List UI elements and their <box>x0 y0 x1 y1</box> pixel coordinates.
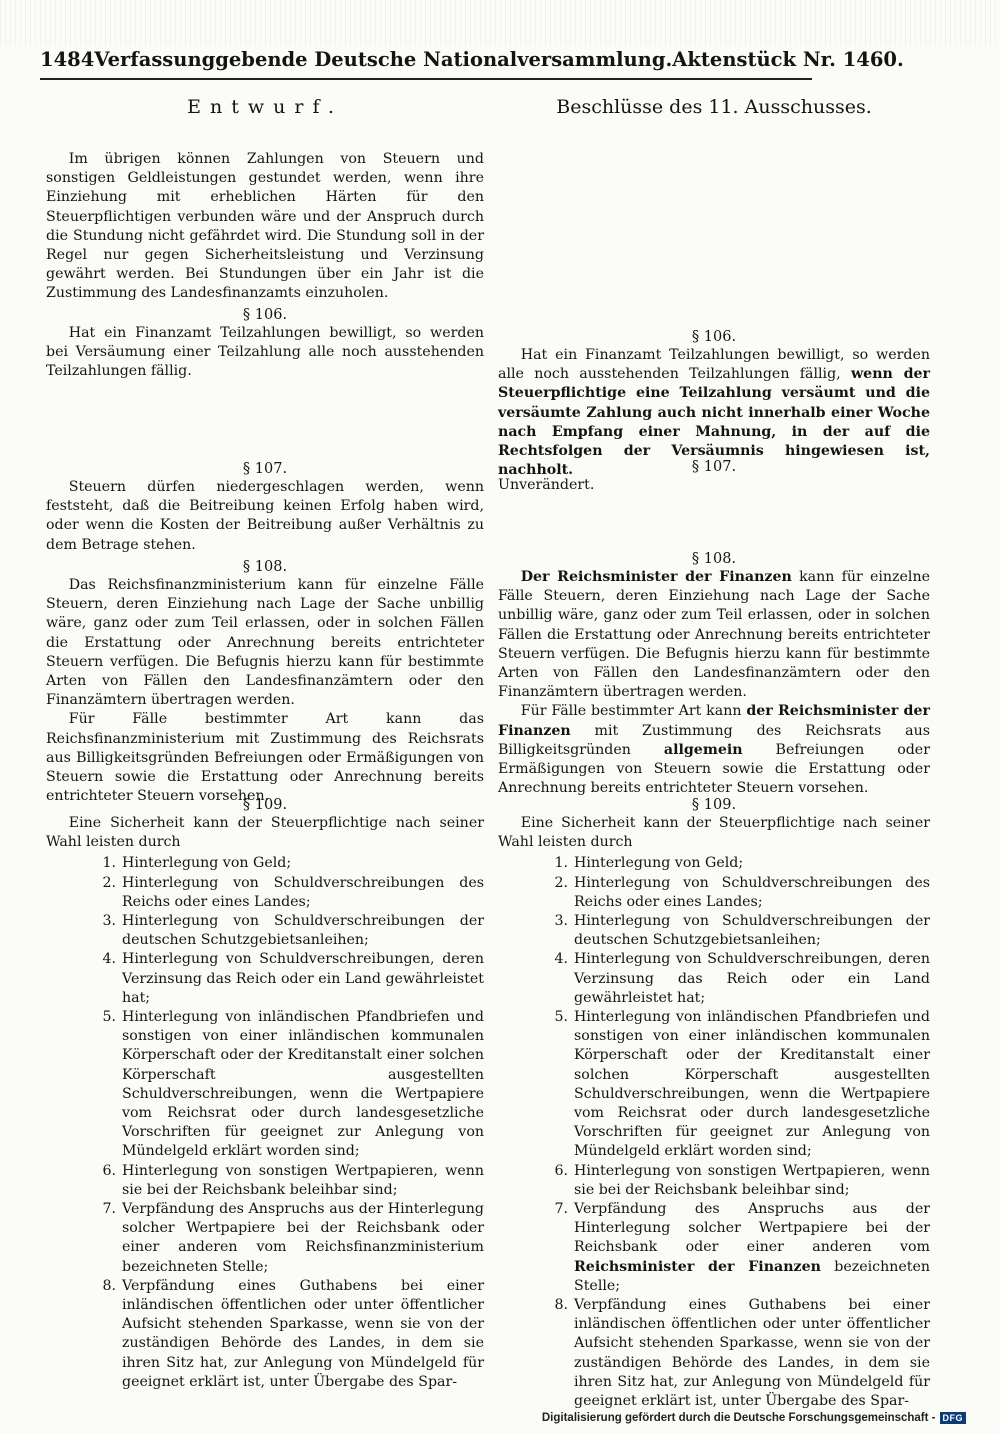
page-number: 1484 <box>40 48 95 71</box>
right-s107-text: Unverändert. <box>498 477 595 493</box>
list-item <box>534 950 930 1008</box>
right-s109-list <box>498 854 930 1411</box>
item-amended-authority: Reichsminister der Finanzen <box>574 1258 821 1275</box>
list-item <box>82 1200 484 1277</box>
right-s108-p2-part-a: Für Fälle bestimmter Art kann <box>520 703 742 720</box>
right-s106-heading: § 106. <box>691 329 737 345</box>
header-rule <box>40 78 812 80</box>
left-s107-text: Steuern dürfen niedergeschlagen werden, wenn feststeht, daß die Beitreibung keinen Erfolg haben wird, oder wenn die Kosten der Beitreibung außer Verhältnis zu dem Betrage stehen. <box>46 479 484 553</box>
left-s109-heading: § 109. <box>242 797 288 813</box>
item-number: 1. <box>102 855 116 872</box>
right-section-108 <box>498 550 930 798</box>
list-item <box>82 874 484 912</box>
item-text-part-b: bezeichneten Stelle; <box>574 1258 930 1294</box>
left-s107-heading: § 107. <box>242 461 288 477</box>
item-number: 6. <box>102 1162 116 1179</box>
item-text: Hinterlegung von inländischen Pfandbriefen und sonstigen von einer inländischen kommunalen Körperschaft oder der Kreditanstalt einer solchen Körperschaft ausgestellten Schuldverschreibungen, wenn die Wertpapiere vom Reichsrat oder durch landesgesetzliche Vorschriften für geeignet zur Anlegung von Mündelgeld erklärt worden sind; <box>122 1009 484 1160</box>
item-text: Verpfändung des Anspruchs aus der Hinterlegung solcher Wertpapiere bei der Reichsbank oder einer anderen vom Reichsfinanzministerium bezeichneten Stelle; <box>122 1201 484 1275</box>
list-item <box>82 1008 484 1162</box>
item-number: 6. <box>554 1162 568 1179</box>
item-text: Verpfändung eines Guthabens bei einer inländischen öffentlichen oder unter öffentlicher Aufsicht stehenden Sparkasse, wenn sie von der zuständigen Behörde des Landes, in dem sie ihren Sitz hat, zur Anlegung von Mündelgeld für geeignet erklärt ist, unter Übergabe des Spar- <box>574 1297 930 1410</box>
item-number: 4. <box>102 951 116 968</box>
item-text: Hinterlegung von Geld; <box>574 855 744 872</box>
item-text-part-a: Verpfändung des Anspruchs aus der Hinterlegung solcher Wertpapiere bei der Reichsbank oder einer anderen vom <box>574 1201 930 1256</box>
right-s108-p2-amended-authority: der Reichsminister der Finanzen <box>498 703 930 739</box>
list-item <box>534 854 930 873</box>
list-item <box>534 874 930 912</box>
left-s106-text: Hat ein Finanzamt Teilzahlungen bewilligt, so werden bei Versäumung einer Teilzahlung alle noch ausstehenden Teilzahlungen fällig. <box>46 325 484 380</box>
left-intro-paragraph: Im übrigen können Zahlungen von Steuern und sonstigen Geldleistungen gestundet werden, wenn ihre Einziehung mit erheblichen Härten für den Steuerpflichtigen verbunden wäre und der Anspruch durch die Stundung nicht gefährdet wird. Die Stundung soll in der Regel nur gegen Sicherheitsleistung und Verzinsung gewährt werden. Bei Stundungen über ein Jahr ist die Zustimmung des Landesfinanzamts einzuholen. <box>46 151 484 302</box>
item-number: 4. <box>554 951 568 968</box>
list-item <box>534 1200 930 1296</box>
item-text: Hinterlegung von Schuldverschreibungen, deren Verzinsung das Reich oder ein Land gewährleistet hat; <box>122 951 485 1006</box>
item-number: 5. <box>554 1009 568 1026</box>
right-section-107 <box>498 458 930 495</box>
dfg-logo: DFG <box>940 1412 967 1424</box>
list-item <box>82 1277 484 1392</box>
list-item <box>534 1008 930 1162</box>
left-s108-paragraph-1: Das Reichsfinanzministerium kann für einzelne Fälle Steuern, deren Einziehung nach Lage der Sache unbillig wäre, ganz oder zum Teil erlassen, oder in solchen Fällen die Erstattung oder Anrechnung bereits entrichteter Steuern verfügen. Die Befugnis hierzu kann für bestimmte Arten von Fällen den Landesfinanzämtern oder den Finanzämtern übertragen werden. <box>46 577 484 709</box>
item-text: Hinterlegung von Schuldverschreibungen der deutschen Schutzgebietsanleihen; <box>574 913 930 949</box>
item-text: Hinterlegung von Geld; <box>122 855 292 872</box>
right-s106-plain: Hat ein Finanzamt Teilzahlungen bewilligt, so werden alle noch ausstehenden Teilzahlungen fällig, <box>498 347 930 383</box>
right-s109-heading: § 109. <box>691 797 737 813</box>
left-section-106 <box>46 306 484 382</box>
list-item <box>534 912 930 950</box>
left-section-108 <box>46 558 484 806</box>
right-column-title: Beschlüsse des 11. Ausschusses. <box>556 96 872 118</box>
item-text: Hinterlegung von Schuldverschreibungen des Reichs oder eines Landes; <box>574 874 930 910</box>
left-section-107 <box>46 460 484 555</box>
list-item <box>82 950 484 1008</box>
right-s108-p2-amended-word: allgemein <box>663 741 743 758</box>
item-text: Hinterlegung von sonstigen Wertpapieren, wenn sie bei der Reichsbank beleihbar sind; <box>122 1162 484 1198</box>
left-s109-intro: Eine Sicherheit kann der Steuerpflichtige nach seiner Wahl leisten durch <box>46 815 484 851</box>
item-text: Verpfändung eines Guthabens bei einer inländischen öffentlichen oder unter öffentlicher Aufsicht stehenden Sparkasse, wenn sie von der zuständigen Behörde des Landes, in dem sie ihren Sitz hat, zur Anlegung von Mündelgeld für geeignet erklärt ist, unter Übergabe des Spar- <box>122 1277 484 1390</box>
list-item <box>534 1162 930 1200</box>
right-s108-amended-authority: Der Reichsminister der Finanzen <box>520 569 792 585</box>
publication-title: Verfassunggebende Deutsche Nationalversammlung. <box>94 48 673 71</box>
item-number: 5. <box>102 1009 116 1026</box>
left-column-draft <box>46 92 485 1390</box>
list-item <box>534 1296 930 1411</box>
left-column-title: Entwurf. <box>187 96 343 118</box>
document-reference: Aktenstück Nr. 1460. <box>672 48 904 71</box>
item-text: Hinterlegung von Schuldverschreibungen der deutschen Schutzgebietsanleihen; <box>122 913 484 949</box>
right-s108-paragraph-2 <box>498 702 930 798</box>
list-item <box>82 1162 484 1200</box>
digitization-credit <box>542 1412 966 1424</box>
item-number: 3. <box>102 913 116 930</box>
credit-text: Digitalisierung gefördert durch die Deutsche Forschungsgemeinschaft - <box>541 1412 936 1424</box>
right-s108-p2-part-b: mit Zustimmung des Reichsrats aus Billigkeitsgründen <box>498 722 930 758</box>
item-text: Hinterlegung von Schuldverschreibungen des Reichs oder eines Landes; <box>122 874 484 910</box>
left-section-109 <box>46 796 484 1392</box>
right-section-109 <box>498 796 930 1411</box>
left-s108-paragraph-2: Für Fälle bestimmter Art kann das Reichsfinanzministerium mit Zustimmung des Reichsrats aus Billigkeitsgründen Befreiungen oder Ermäßigungen von Steuern sowie die Erstattung oder Anrechnung bereits entrichteter Steuern vorsehen. <box>46 711 484 805</box>
item-number: 8. <box>102 1277 116 1294</box>
page-header <box>40 48 904 74</box>
left-s106-heading: § 106. <box>242 307 288 323</box>
scan-edge-noise <box>0 0 1000 46</box>
item-number: 7. <box>554 1201 568 1218</box>
right-column-resolutions <box>498 92 930 1410</box>
right-s106-amendment: wenn der Steuerpflichtige eine Teilzahlung versäumt und die versäumte Zahlung auch nicht innerhalb einer Woche nach Empfang einer Mahnung, in der auf die Rechtsfolgen der Versäumnis hingewiesen ist, nachholt. <box>498 366 930 479</box>
item-text: Hinterlegung von Schuldverschreibungen, deren Verzinsung das Reich oder ein Land gewährleistet hat; <box>574 951 930 1006</box>
item-number: 3. <box>554 913 568 930</box>
item-number: 2. <box>102 874 116 891</box>
list-item <box>82 854 484 873</box>
right-s108-heading: § 108. <box>691 551 737 567</box>
right-s108-p1-text: kann für einzelne Fälle Steuern, deren Einziehung nach Lage der Sache unbillig wäre, ganz oder zum Teil erlassen, oder in solchen Fällen die Erstattung oder Anrechnung bereits entrichteter Steuern verfügen. Die Befugnis hierzu kann für bestimmte Arten von Fällen den Landesfinanzämtern oder den Finanzämtern übertragen werden. <box>498 569 930 701</box>
item-number: 2. <box>554 874 568 891</box>
item-number: 8. <box>554 1297 568 1314</box>
right-s108-paragraph-1 <box>498 568 930 702</box>
item-number: 7. <box>102 1201 116 1218</box>
item-number: 1. <box>554 855 568 872</box>
left-s109-list <box>46 854 484 1392</box>
right-s107-heading: § 107. <box>691 459 737 475</box>
item-text: Hinterlegung von inländischen Pfandbriefen und sonstigen von einer inländischen kommunalen Körperschaft oder der Kreditanstalt einer solchen Körperschaft ausgestellten Schuldverschreibungen, wenn die Wertpapiere vom Reichsrat oder durch landesgesetzliche Vorschriften für geeignet zur Anlegung von Mündelgeld erklärt worden sind; <box>574 1009 930 1160</box>
right-s108-p2-part-c: Befreiungen oder Ermäßigungen von Steuern sowie die Erstattung oder Anrechnung bereits entrichteter Steuern vorsehen. <box>498 741 930 797</box>
item-text: Hinterlegung von sonstigen Wertpapieren, wenn sie bei der Reichsbank beleihbar sind; <box>574 1162 930 1198</box>
right-s109-intro: Eine Sicherheit kann der Steuerpflichtige nach seiner Wahl leisten durch <box>498 815 930 851</box>
left-s108-heading: § 108. <box>242 559 288 575</box>
list-item <box>82 912 484 950</box>
